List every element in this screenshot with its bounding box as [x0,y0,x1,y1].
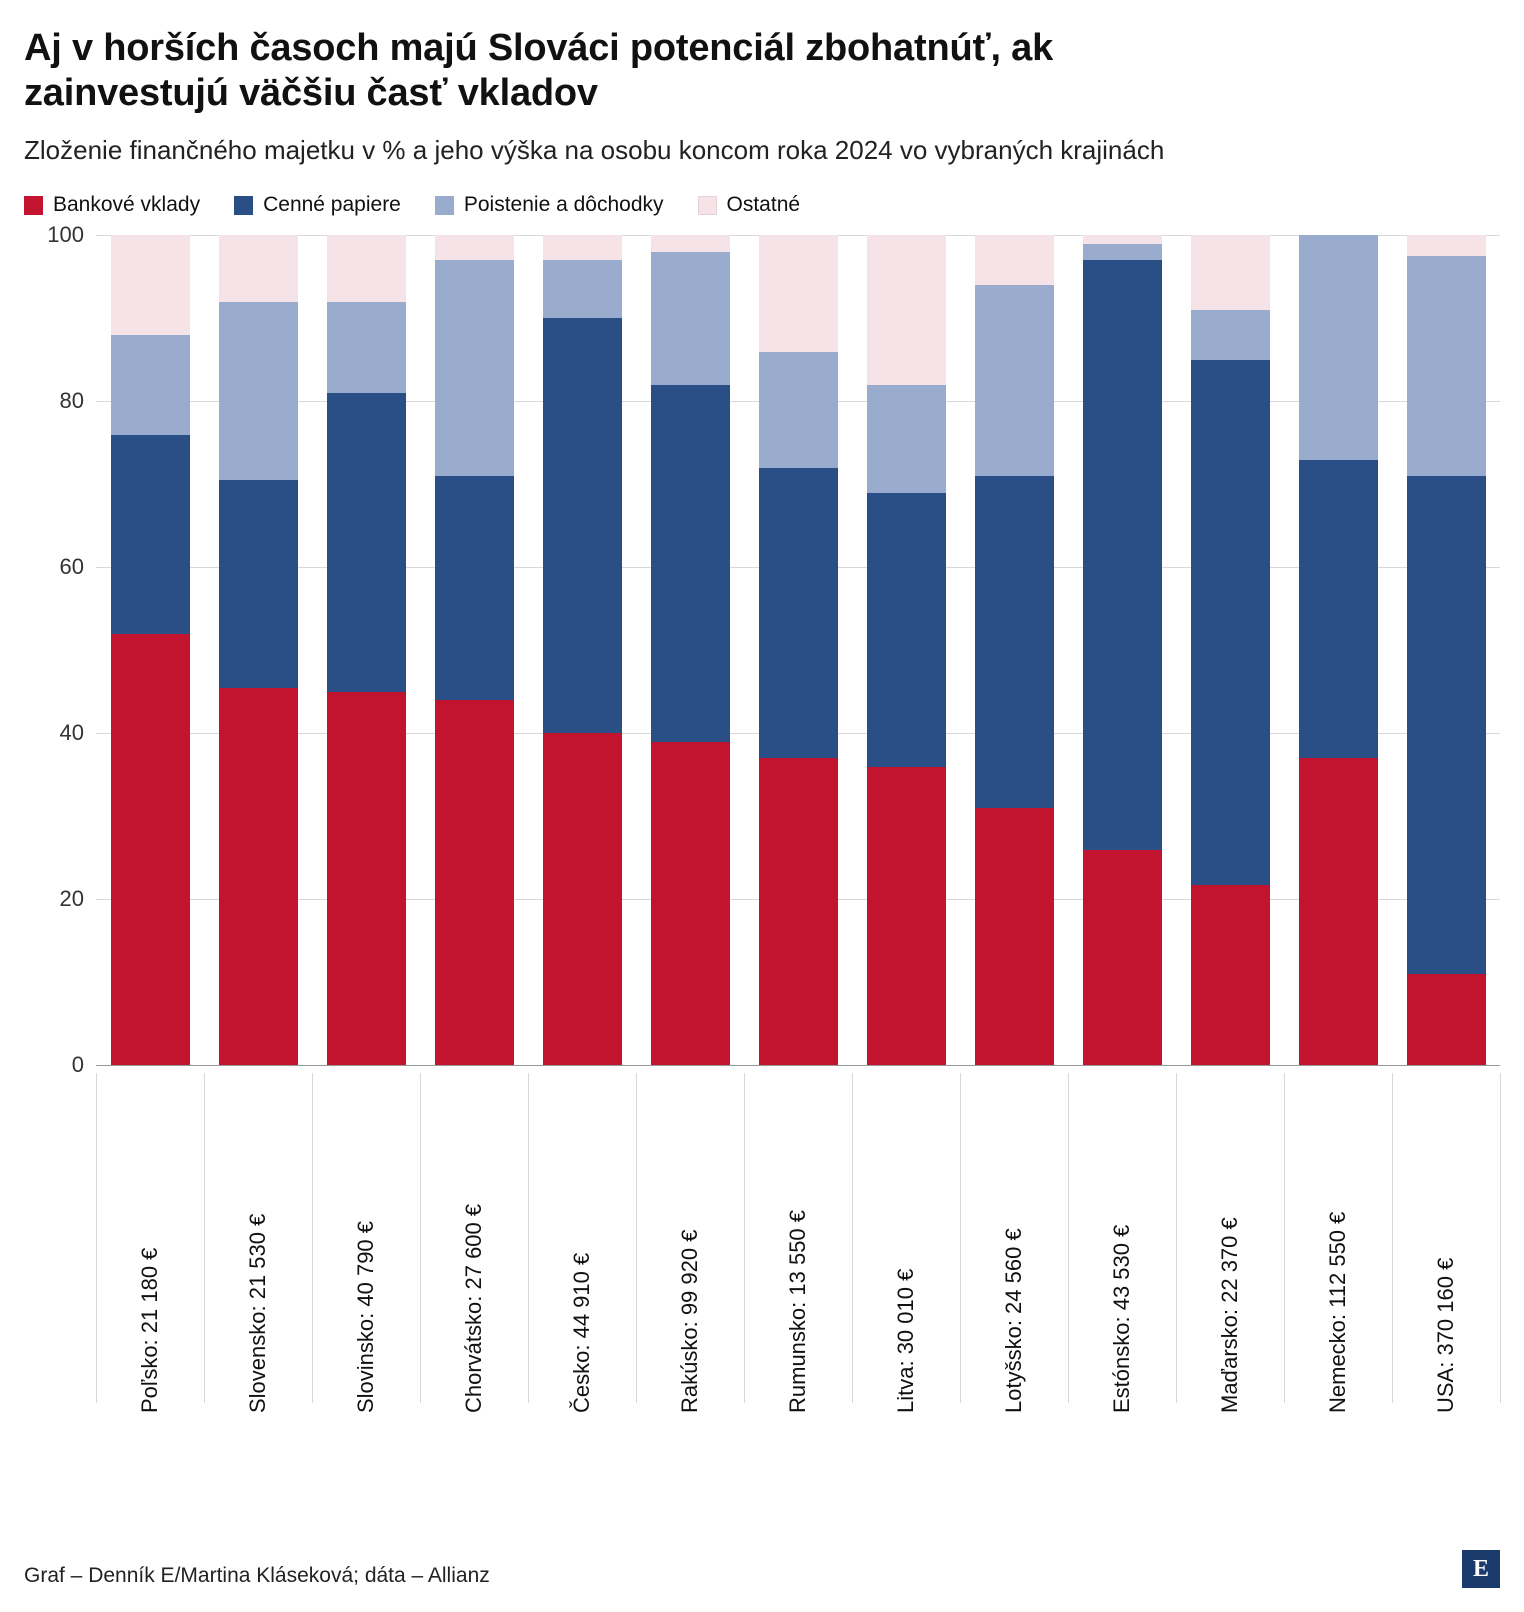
x-axis-category [204,1073,312,1413]
bar-segment[interactable] [111,435,190,634]
x-axis-tick [312,1073,313,1403]
bar-column[interactable] [960,235,1068,1065]
bar-segment[interactable] [1299,235,1378,459]
y-axis-tick-label: 80 [59,388,84,414]
legend-item[interactable] [24,193,200,217]
x-axis-label: Maďarsko: 22 370 € [1217,1217,1242,1414]
bar-stack[interactable] [327,235,406,1065]
x-axis-category [1068,1073,1176,1413]
bar-segment[interactable] [111,634,190,1066]
legend-label: Bankové vklady [53,193,201,217]
legend-item[interactable] [435,193,664,217]
bar-segment[interactable] [543,235,622,260]
x-axis-label: Rakúsko: 99 920 € [677,1229,702,1414]
bar-segment[interactable] [1299,460,1378,759]
bar-segment[interactable] [219,688,298,1066]
x-axis-category [1392,1073,1500,1413]
x-axis-label: USA: 370 160 € [1433,1258,1458,1414]
bar-segment[interactable] [1083,260,1162,849]
bar-segment[interactable] [111,335,190,435]
legend-swatch-icon [698,196,717,215]
legend-item[interactable] [698,193,801,217]
bar-segment[interactable] [435,476,514,700]
x-axis-tick [204,1073,205,1403]
bar-segment[interactable] [651,385,730,742]
bar-segment[interactable] [651,742,730,1066]
x-axis-category [1176,1073,1284,1413]
legend-label: Poistenie a dôchodky [463,193,664,217]
bar-segment[interactable] [543,318,622,733]
bar-segment[interactable] [1407,235,1486,256]
bar-segment[interactable] [1407,974,1486,1065]
bar-segment[interactable] [1191,235,1270,310]
x-axis-tick [1392,1073,1393,1403]
x-axis-tick [1068,1073,1069,1403]
bar-segment[interactable] [327,235,406,301]
x-axis-category [960,1073,1068,1413]
bar-stack[interactable] [975,235,1054,1065]
x-axis-label: Nemecko: 112 550 € [1325,1212,1350,1414]
x-axis-category [96,1073,204,1413]
bar-column[interactable] [1392,235,1500,1065]
bar-stack[interactable] [219,235,298,1065]
bar-stack[interactable] [435,235,514,1065]
bar-segment[interactable] [1191,360,1270,885]
y-axis-tick-label: 20 [59,886,84,912]
x-axis-category [744,1073,852,1413]
x-axis-tick [852,1073,853,1403]
x-axis-label: Lotyšsko: 24 560 € [1001,1228,1026,1414]
bar-column[interactable] [528,235,636,1065]
gridline [96,1065,1500,1066]
bar-column[interactable] [636,235,744,1065]
bar-segment[interactable] [867,235,946,384]
bar-segment[interactable] [975,285,1054,476]
bar-segment[interactable] [327,302,406,393]
x-axis-label: Slovinsko: 40 790 € [353,1221,378,1414]
bar-segment[interactable] [759,352,838,468]
chart-legend [24,193,1500,217]
bar-segment[interactable] [327,692,406,1066]
bar-segment[interactable] [975,808,1054,1065]
bar-segment[interactable] [219,480,298,688]
bar-column[interactable] [1068,235,1176,1065]
publisher-logo-icon: E [1462,1550,1500,1588]
x-axis-category [852,1073,960,1413]
bar-segment[interactable] [1407,256,1486,476]
x-axis-category [312,1073,420,1413]
bar-stack[interactable] [867,235,946,1065]
chart-page [0,26,1524,1612]
x-axis-label: Litva: 30 010 € [893,1269,918,1414]
bar-column[interactable] [420,235,528,1065]
bar-column[interactable] [312,235,420,1065]
y-axis-tick-label: 100 [47,222,84,248]
bar-stack[interactable] [1299,235,1378,1065]
legend-label: Cenné papiere [263,193,401,217]
legend-swatch-icon [435,196,454,215]
bar-segment[interactable] [759,758,838,1065]
bar-segment[interactable] [543,733,622,1065]
bar-segment[interactable] [219,302,298,480]
x-axis-label: Rumunsko: 13 550 € [785,1210,810,1414]
bar-segment[interactable] [1083,850,1162,1066]
bar-stack[interactable] [111,235,190,1065]
y-axis-tick-label: 60 [59,554,84,580]
bar-segment[interactable] [651,252,730,385]
bar-segment[interactable] [759,235,838,351]
footer [24,1550,1500,1588]
bar-segment[interactable] [111,235,190,335]
x-axis-label: Poľsko: 21 180 € [137,1248,162,1414]
bar-segment[interactable] [219,235,298,301]
x-axis-label: Slovensko: 21 530 € [245,1214,270,1414]
x-axis-tick [1500,1073,1501,1403]
bar-segment[interactable] [1407,476,1486,974]
bar-segment[interactable] [867,385,946,493]
bar-segment[interactable] [1191,310,1270,360]
page-subtitle: Zloženie finančného majetku v % a jeho výška na osobu koncom roka 2024 vo vybraných krajinách [24,134,1165,165]
bar-column[interactable] [1176,235,1284,1065]
y-axis [24,222,96,1078]
page-title: Aj v horších časoch majú Slováci potenciál zbohatnúť, ak zainvestujú väčšiu časť vkladov [24,27,1054,114]
bar-stack[interactable] [1407,235,1486,1065]
legend-label: Ostatné [726,193,801,217]
x-axis-label: Chorvátsko: 27 600 € [461,1204,486,1414]
x-axis-category [1284,1073,1392,1413]
bar-segment[interactable] [1191,885,1270,1066]
bar-segment[interactable] [651,235,730,252]
bar-segment[interactable] [1083,244,1162,261]
bar-segment[interactable] [1083,235,1162,243]
bar-segment[interactable] [975,235,1054,285]
bar-segment[interactable] [867,767,946,1066]
bar-column[interactable] [204,235,312,1065]
x-axis-tick [1284,1073,1285,1403]
legend-swatch-icon [234,196,253,215]
bar-segment[interactable] [543,260,622,318]
x-axis-tick [1176,1073,1177,1403]
bar-stack[interactable] [1083,235,1162,1065]
legend-swatch-icon [24,196,43,215]
x-axis-tick [744,1073,745,1403]
x-axis-labels [96,1073,1500,1413]
bar-stack[interactable] [651,235,730,1065]
bar-column[interactable] [1284,235,1392,1065]
bar-column[interactable] [852,235,960,1065]
x-axis-tick [960,1073,961,1403]
bar-segment[interactable] [435,235,514,260]
bar-stack[interactable] [1191,235,1270,1065]
bar-segment[interactable] [1299,758,1378,1065]
x-axis-category [420,1073,528,1413]
x-axis-label: Estónsko: 43 530 € [1109,1225,1134,1414]
x-axis-tick [636,1073,637,1403]
bar-segment[interactable] [435,260,514,476]
bar-segment[interactable] [435,700,514,1065]
legend-item[interactable] [234,193,401,217]
y-axis-tick-label: 40 [59,720,84,746]
bar-column[interactable] [96,235,204,1065]
bar-segment[interactable] [327,393,406,692]
chart-area [24,222,1500,1414]
x-axis-label: Česko: 44 910 € [569,1253,594,1414]
bar-stack[interactable] [759,235,838,1065]
bar-column[interactable] [744,235,852,1065]
x-axis-category [636,1073,744,1413]
x-axis-category [528,1073,636,1413]
x-axis-tick [528,1073,529,1403]
bars-container [96,235,1500,1065]
x-axis-tick [420,1073,421,1403]
bar-segment[interactable] [759,468,838,759]
y-axis-tick-label: 0 [71,1052,84,1078]
bar-stack[interactable] [543,235,622,1065]
x-axis-tick [96,1073,97,1403]
bar-segment[interactable] [975,476,1054,808]
bar-segment[interactable] [867,493,946,767]
credit-text: Graf – Denník E/Martina Kláseková; dáta – Allianz [24,1564,490,1587]
